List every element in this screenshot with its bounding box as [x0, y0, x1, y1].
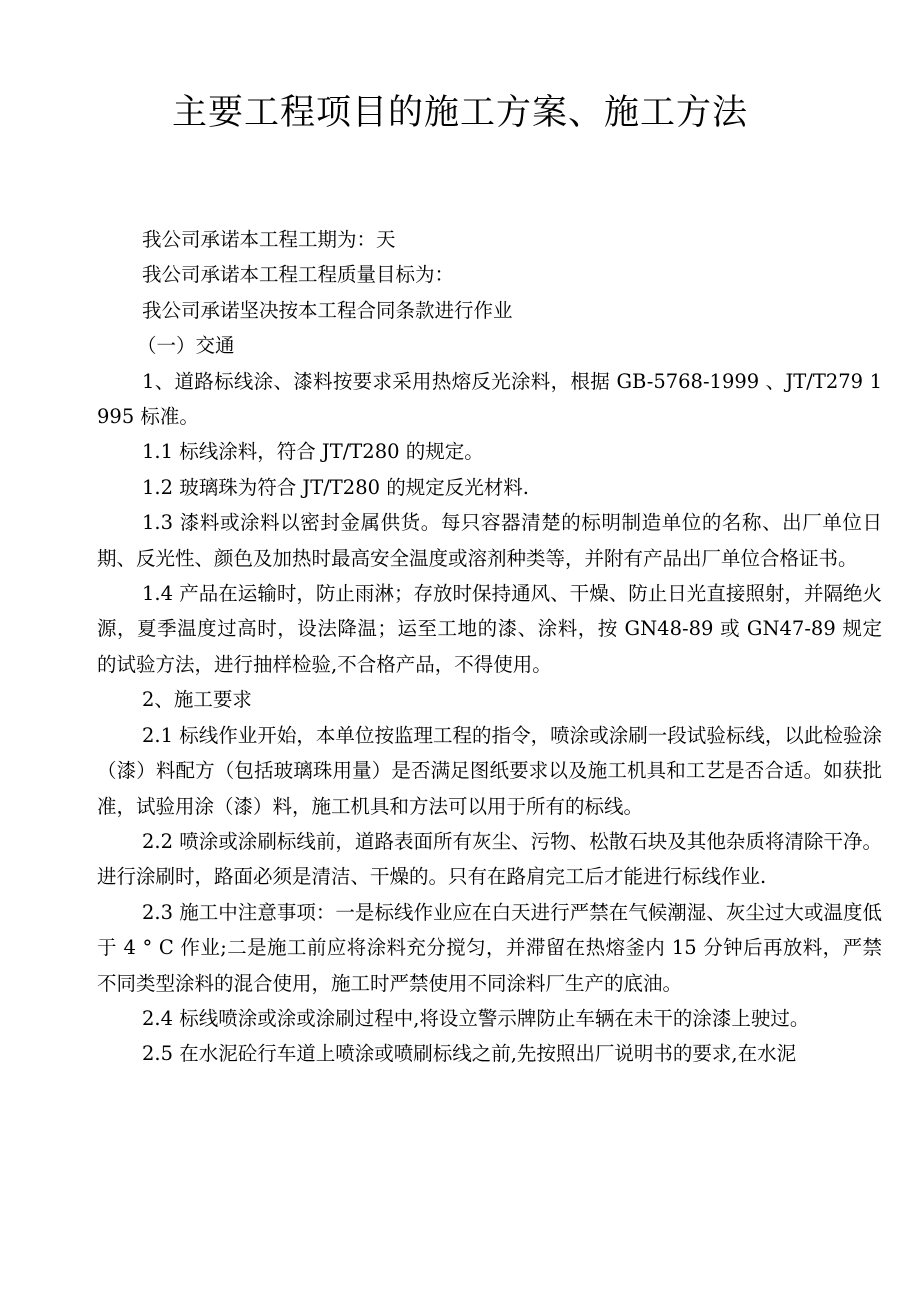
paragraph-1-2: 1.2 玻璃珠为符合 JT/T280 的规定反光材料. — [142, 475, 529, 499]
paragraph-1: 1、道路标线涂、漆料按要求采用热熔反光涂料，根据 GB-5768-1999 、JT/T279 1995 标准。 — [97, 369, 882, 429]
paragraph-contract-commitment: 我公司承诺坚决按本工程合同条款进行作业 — [142, 298, 513, 322]
paragraph-1-3: 1.3 漆料或涂料以密封金属供货。每只容器清楚的标明制造单位的名称、出厂单位日期、反光性、颜色及加热时最高安全温度或溶剂种类等，并附有产品出厂单位合格证书。 — [97, 511, 882, 570]
paragraph-1-1: 1.1 标线涂料，符合 JT/T280 的规定。 — [142, 440, 484, 464]
paragraph-2-1: 2.1 标线作业开始，本单位按监理工程的指令，喷涂或涂刷一段试验标线，以此检验涂（漆）料配方（包括玻璃珠用量）是否满足图纸要求以及施工机具和工艺是否合适。如获批准，试验用涂（漆）料，施工机具和方法可以用于所有的标线。 — [97, 723, 882, 818]
paragraph-2-2: 2.2 喷涂或涂刷标线前，道路表面所有灰尘、污物、松散石块及其他杂质将清除干净。进行涂刷时，路面必须是清洁、干燥的。只有在路肩完工后才能进行标线作业. — [97, 829, 882, 889]
paragraph-schedule: 我公司承诺本工程工期为：天 — [142, 228, 396, 251]
paragraph-2-5: 2.5 在水泥砼行车道上喷涂或喷刷标线之前,先按照出厂说明书的要求,在水泥 — [142, 1042, 797, 1066]
paragraph-1-4: 1.4 产品在运输时，防止雨淋；存放时保持通风、干燥、防止日光直接照射，并隔绝火源，夏季温度过高时，设法降温；运至工地的漆、涂料，按 GN48-89 或 GN47-89 规定的试验方法，进行抽样检验,不合格产品，不得使用。 — [97, 582, 882, 676]
document-body — [97, 222, 882, 1072]
paragraph-quality-goal: 我公司承诺本工程工程质量目标为： — [142, 263, 455, 287]
section-heading-construction-requirements: 2、施工要求 — [142, 688, 252, 712]
section-heading-traffic: （一）交通 — [137, 334, 235, 358]
paragraph-2-3: 2.3 施工中注意事项：一是标线作业应在白天进行严禁在气候潮湿、灰尘过大或温度低于 4 ° C 作业;二是施工前应将涂料充分搅匀，并滞留在热熔釜内 15 分钟后再放料，严禁不同类型涂料的混合使用，施工时严禁使用不同涂料厂生产的底油。 — [97, 900, 882, 995]
paragraph-2-4: 2.4 标线喷涂或涂或涂刷过程中,将设立警示牌防止车辆在未干的涂漆上驶过。 — [142, 1006, 810, 1030]
document-title: 主要工程项目的施工方案、施工方法 — [171, 93, 748, 133]
